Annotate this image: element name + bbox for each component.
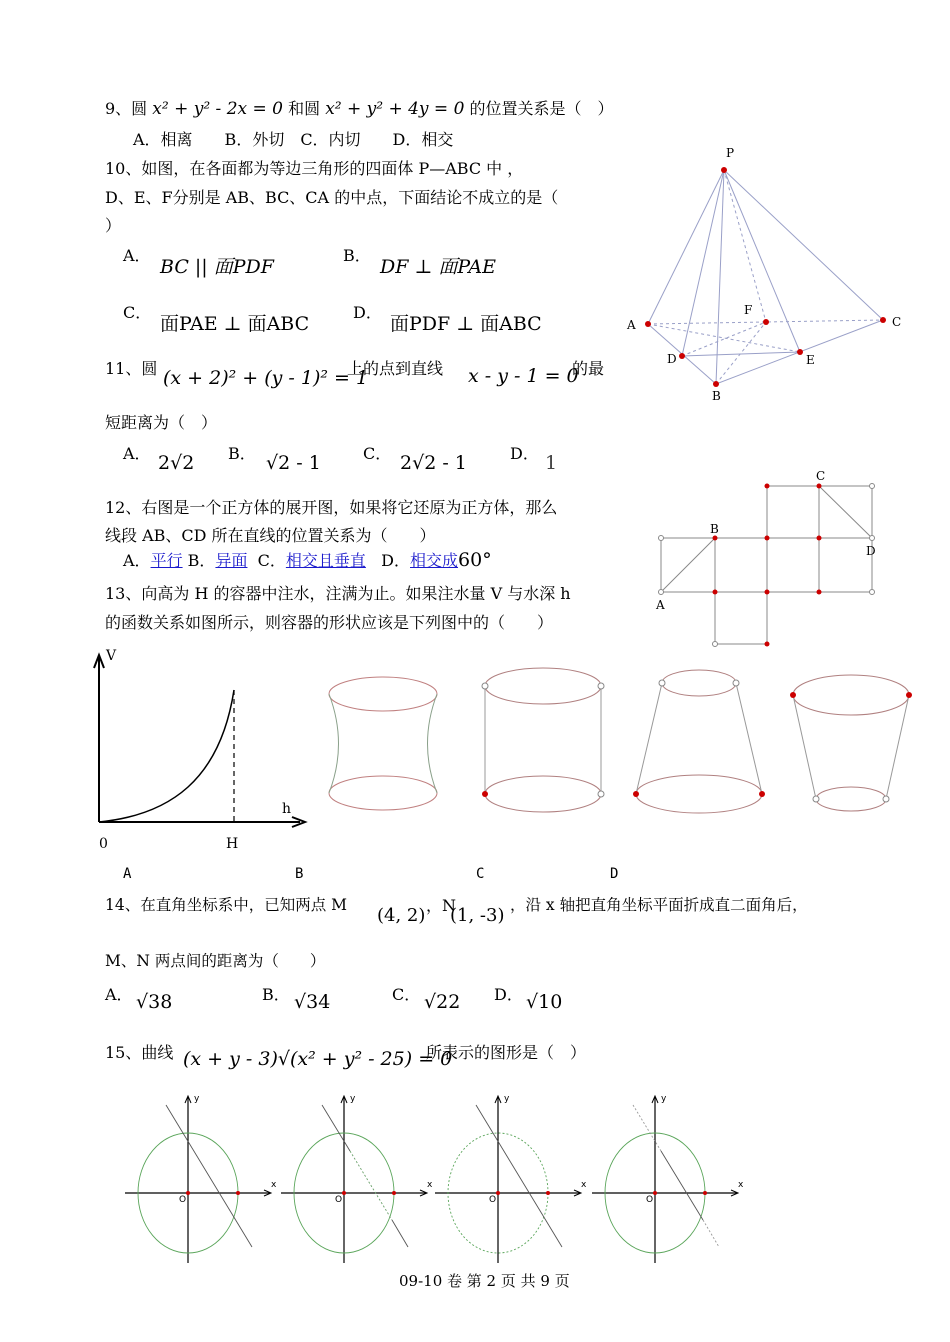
cube-label-D: D	[866, 544, 876, 558]
q15-graph-2	[281, 1094, 433, 1263]
q10-optD: 面PDF ⊥ 面ABC	[390, 313, 542, 335]
q9-tail: 的位置关系是（ ）	[469, 99, 614, 118]
tetra-label-D: D	[667, 352, 677, 366]
cube-label-C: C	[816, 469, 826, 483]
q12-optA-label: A．	[123, 551, 151, 570]
x-intercept-point	[236, 1191, 240, 1195]
tetra-label-B: B	[712, 389, 721, 403]
q15-num: 15、曲线	[105, 1043, 174, 1062]
graph-xlabel: h	[282, 801, 292, 817]
tetra-label-F: F	[744, 303, 753, 317]
q11-optA-label: A．	[123, 444, 151, 463]
line-curve	[476, 1105, 562, 1247]
q9-num: 9、圆	[105, 99, 148, 118]
origin-label: O	[335, 1195, 343, 1205]
origin-label: O	[646, 1195, 654, 1205]
q10-optD-label: D．	[353, 303, 382, 322]
tetra-label-C: C	[892, 315, 902, 329]
q14-N: (1, -3)	[450, 905, 505, 926]
origin-label: O	[489, 1195, 497, 1205]
q12-optC-label: C．	[257, 551, 286, 570]
line-inner	[350, 1151, 392, 1220]
q10-line3: ）	[105, 216, 122, 235]
cube-label-B: B	[710, 522, 719, 536]
q14-optB-label: B．	[262, 985, 290, 1004]
line-outer-top	[322, 1105, 350, 1151]
q14-optB: √34	[294, 991, 331, 1013]
choice-D: D	[610, 866, 619, 882]
q10-optC-label: C．	[123, 303, 152, 322]
line-outer-top	[633, 1105, 661, 1151]
q15-eq: (x + y - 3)√(x² + y² - 25) = 0	[183, 1048, 453, 1070]
x-intercept-point	[546, 1191, 550, 1195]
q11-optC-label: C．	[363, 444, 392, 463]
q11-eq: (x + 2)² + (y - 1)² = 1	[163, 367, 369, 389]
q11-line: x - y - 1 = 0	[468, 365, 579, 387]
q10-optC: 面PAE ⊥ 面ABC	[160, 313, 310, 335]
origin-point	[653, 1191, 657, 1195]
q14-optA: √38	[136, 991, 173, 1013]
origin-point	[342, 1191, 346, 1195]
x-axis-label: x	[581, 1180, 587, 1190]
q13-line2: 的函数关系如图所示，则容器的形状应该是下列图中的（ ）	[105, 613, 554, 632]
line-inner	[661, 1151, 703, 1220]
graph-origin: 0	[99, 836, 108, 852]
q11-optC: 2√2 - 1	[400, 452, 467, 474]
q12-optA-link[interactable]: 平行	[150, 551, 183, 570]
y-axis-label: y	[661, 1094, 667, 1104]
q10-optB: DF ⊥ 面PAE	[380, 256, 496, 278]
tetra-label-E: E	[806, 353, 815, 367]
tetra-label-A: A	[627, 318, 636, 332]
q10-optA: BC || 面PDF	[160, 256, 274, 278]
q10-line2: D、E、F分别是 AB、BC、CA 的中点，下面结论不成立的是（	[105, 188, 559, 207]
q11-mid: 上的点到直线	[347, 359, 444, 378]
q11-num: 11、圆	[105, 359, 158, 378]
q11-optB: √2 - 1	[266, 452, 321, 474]
q11-optB-label: B．	[228, 444, 256, 463]
q14-optC: √22	[424, 991, 461, 1013]
q12-optD-angle: 60°	[458, 549, 492, 571]
q14-optD-label: D．	[494, 985, 523, 1004]
q9-eq2: x² + y² + 4y = 0	[325, 99, 465, 119]
q12-optD-link[interactable]: 相交成	[410, 551, 459, 570]
origin-point	[186, 1191, 190, 1195]
q9-options: A．相离 B．外切 C．内切 D．相交	[133, 130, 454, 149]
origin-point	[496, 1191, 500, 1195]
line-outer-bottom	[392, 1220, 408, 1247]
x-axis-label: x	[738, 1180, 744, 1190]
q11-optD-label: D．	[510, 444, 539, 463]
tetra-label-P: P	[726, 146, 735, 160]
cube-label-A: A	[656, 598, 665, 612]
x-axis-label: x	[427, 1180, 433, 1190]
q14-optC-label: C．	[392, 985, 421, 1004]
q10-optB-label: B．	[343, 246, 371, 265]
x-intercept-point	[392, 1191, 396, 1195]
q12-line1: 12、右图是一个正方体的展开图，如果将它还原为正方体，那么	[105, 498, 558, 517]
q12-optC-link[interactable]: 相交且垂直	[285, 551, 366, 570]
q11-line2: 短距离为（ ）	[105, 413, 218, 432]
q15-tail: 所表示的图形是（ ）	[426, 1043, 587, 1062]
q13-line1: 13、向高为 H 的容器中注水，注满为止。如果注水量 V 与水深 h	[105, 584, 571, 603]
q11-optA: 2√2	[158, 452, 195, 474]
q10-optA-label: A．	[123, 246, 151, 265]
x-axis-label: x	[271, 1180, 277, 1190]
q9-mid: 和圆	[288, 99, 321, 118]
line-outer-bottom	[703, 1220, 719, 1247]
y-axis-label: y	[194, 1094, 200, 1104]
x-intercept-point	[703, 1191, 707, 1195]
q9-eq1: x² + y² - 2x = 0	[152, 99, 283, 119]
choice-A: A	[123, 866, 132, 882]
q15-graph-4	[592, 1094, 744, 1263]
q15-graph-1	[125, 1094, 277, 1263]
q11-optD: 1	[545, 452, 558, 474]
origin-label: O	[179, 1195, 187, 1205]
q10-line1: 10、如图，在各面都为等边三角形的四面体 P—ABC 中 ，	[105, 159, 524, 178]
q12-optB-link[interactable]: 异面	[215, 551, 248, 570]
q11-tail: 的最	[572, 359, 605, 378]
page-footer: 09-10 卷 第 2 页 共 9 页	[399, 1272, 570, 1290]
q14-optA-label: A．	[105, 985, 133, 1004]
q12-line2: 线段 AB、CD 所在直线的位置关系为（ ）	[105, 526, 436, 545]
y-axis-label: y	[504, 1094, 510, 1104]
q14-optD: √10	[526, 991, 563, 1013]
q14-sep: ，N	[426, 896, 457, 915]
graph-ylabel: V	[106, 648, 117, 664]
q14-line2: M、N 两点间的距离为（ ）	[105, 952, 326, 970]
choice-B: B	[295, 866, 304, 882]
q14-line1a: 14、在直角坐标系中，已知两点 M	[105, 896, 348, 914]
q12-optB-label: B．	[187, 551, 216, 570]
q14-M: (4, 2)	[377, 905, 426, 926]
q14-line1b: ，沿 x 轴把直角坐标平面折成直二面角后，	[510, 896, 808, 914]
y-axis-label: y	[350, 1094, 356, 1104]
choice-C: C	[476, 866, 485, 882]
line-curve	[166, 1105, 252, 1247]
q15-graph-3	[435, 1094, 587, 1263]
q12-optD-label: D．	[381, 551, 410, 570]
graph-hmark: H	[226, 836, 239, 852]
